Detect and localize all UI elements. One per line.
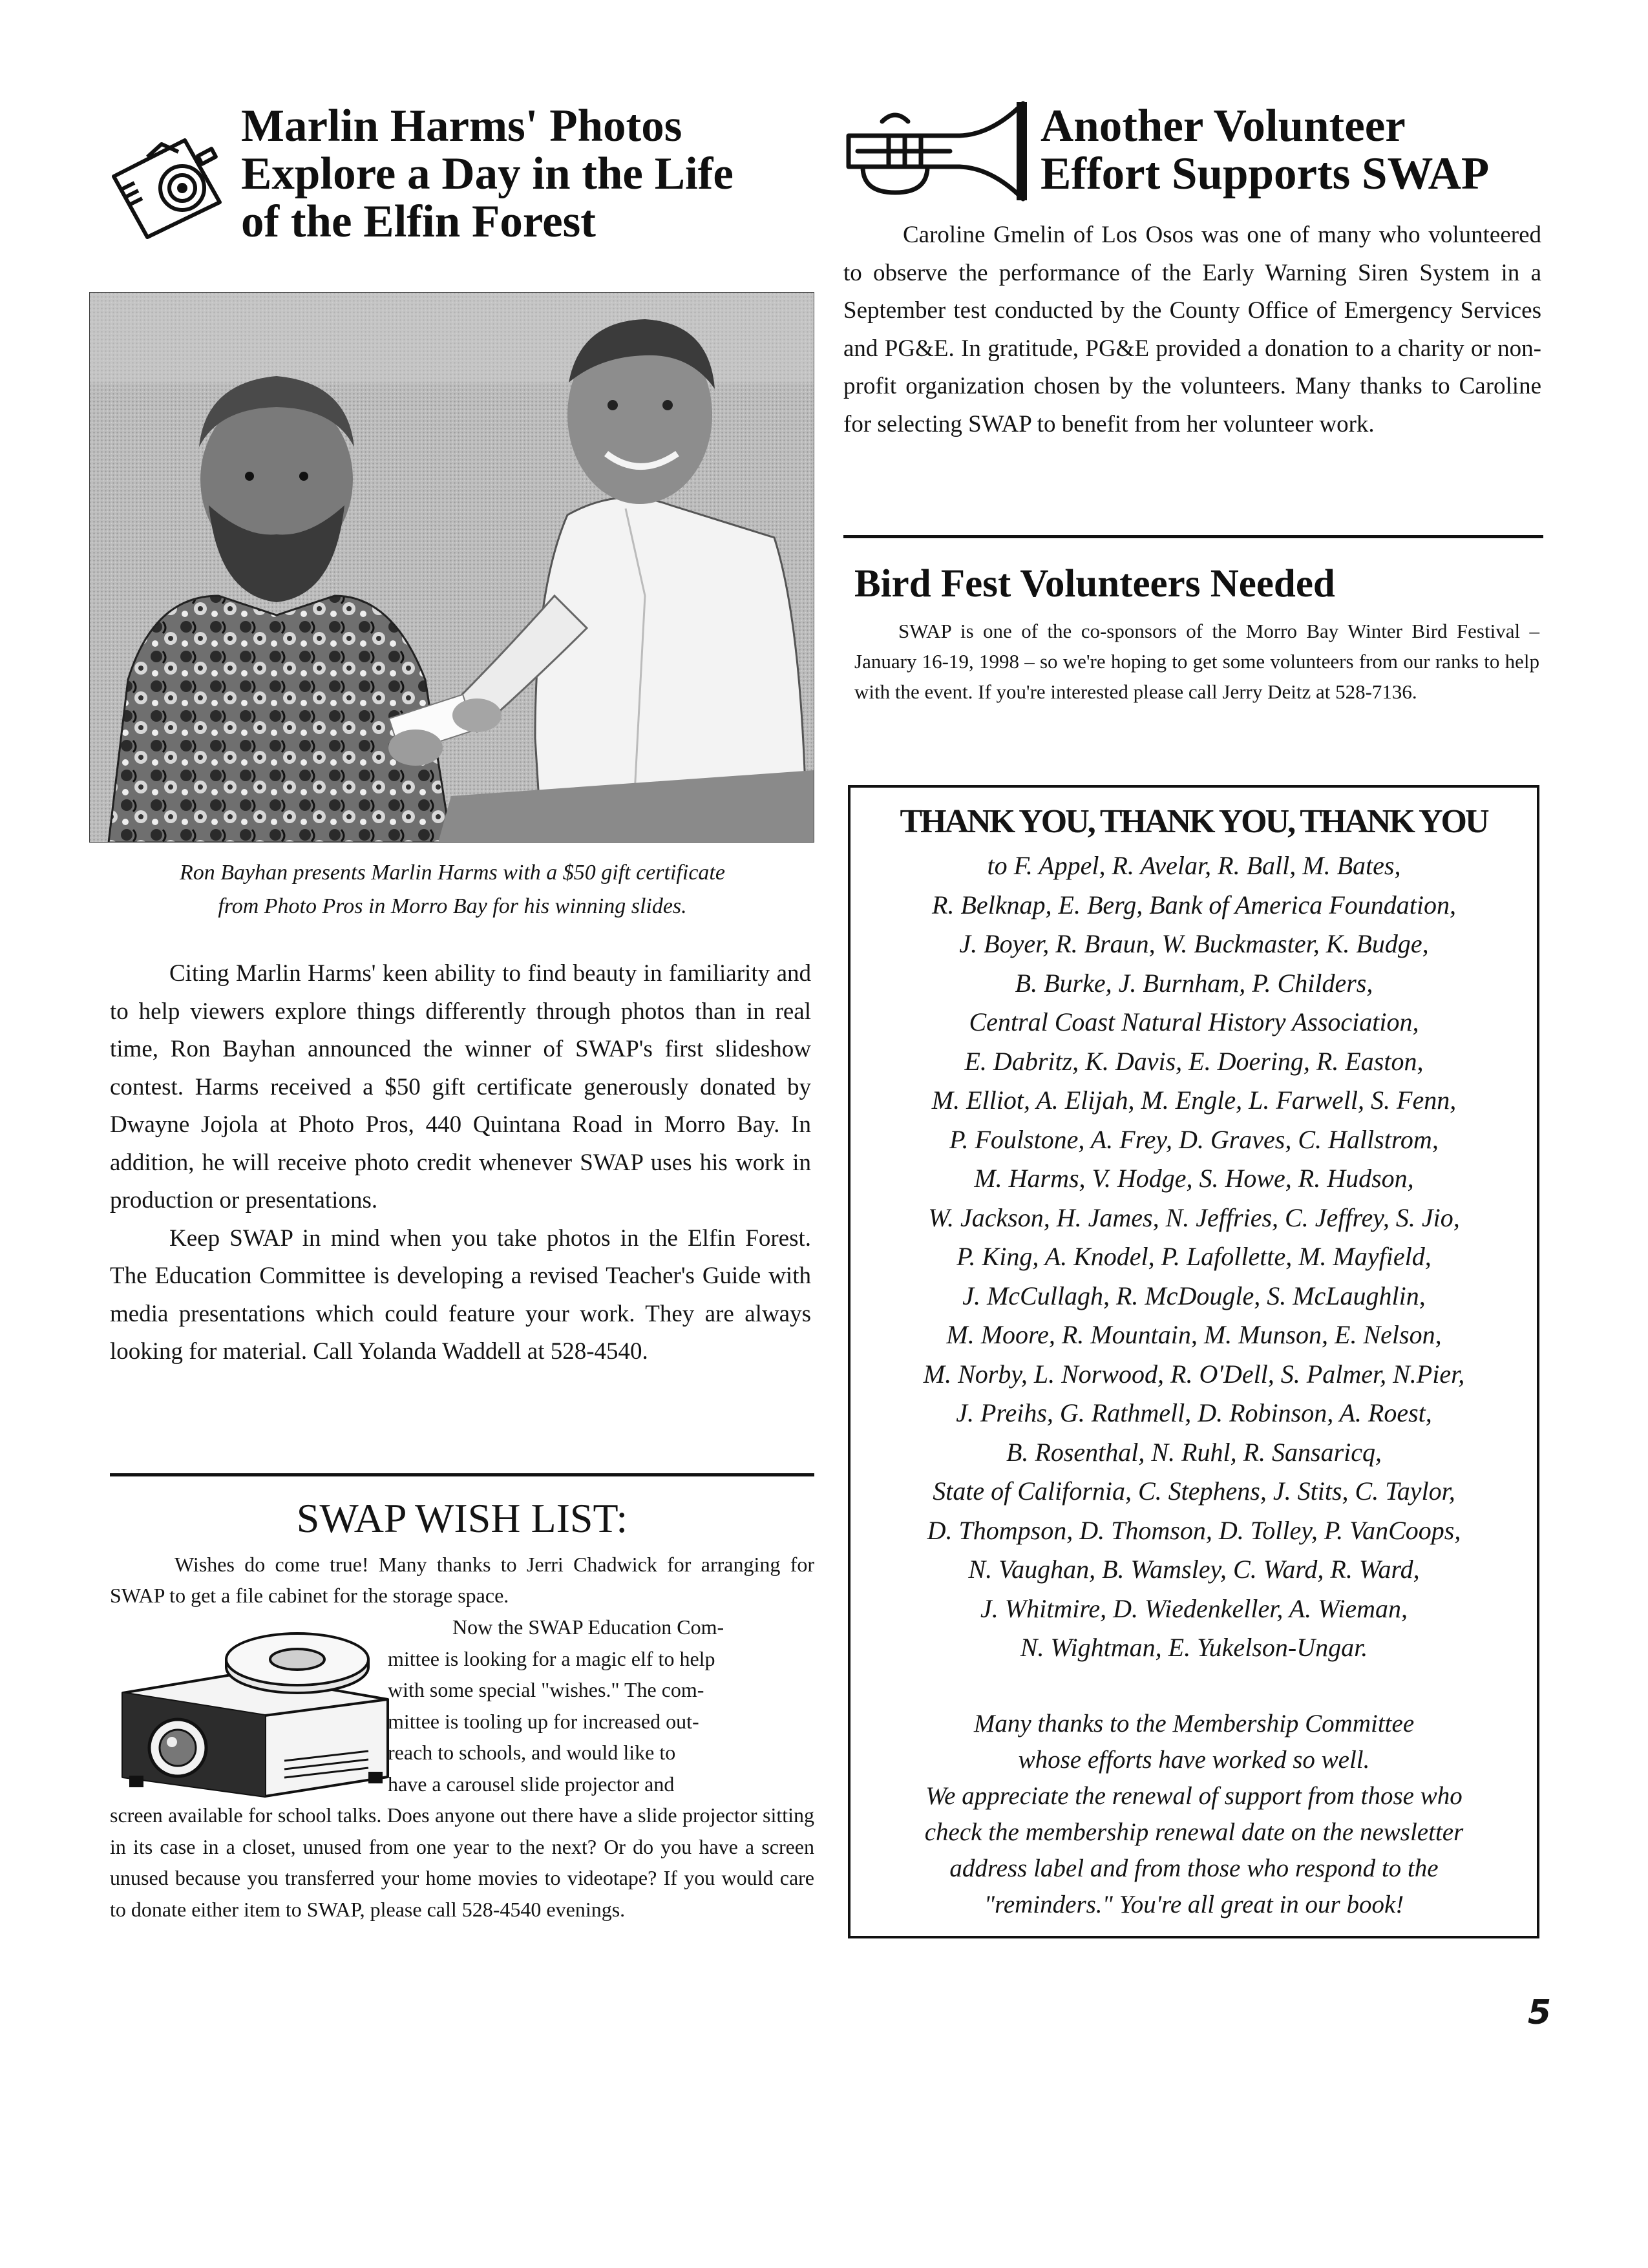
volunteer-headline-line-1: Another Volunteer <box>1041 101 1406 151</box>
thank-you-line: B. Rosenthal, N. Ruhl, R. Sansaricq, <box>1006 1437 1382 1467</box>
volunteer-headline-line-2: Effort Supports SWAP <box>1041 149 1490 199</box>
thank-you-line: M. Moore, R. Mountain, M. Munson, E. Nelson, <box>946 1320 1442 1349</box>
thank-you-line: M. Harms, V. Hodge, S. Howe, R. Hudson, <box>974 1164 1414 1193</box>
thank-you-line: J. Whitmire, D. Wiedenkeller, A. Wieman, <box>980 1593 1408 1623</box>
wishlist-wrap-line-1: Now the SWAP Education Com- <box>452 1615 724 1639</box>
thank-you-line: P. King, A. Knodel, P. Lafollette, M. Mayfield, <box>956 1242 1431 1271</box>
thank-you-line: W. Jackson, H. James, N. Jeffries, C. Jeffrey, S. Jio, <box>928 1202 1460 1232</box>
closing-line: whose efforts have worked so well. <box>1018 1746 1370 1774</box>
marlin-headline-line-2: Explore a Day in the Life <box>241 149 734 199</box>
marlin-headline-line-1: Marlin Harms' Photos <box>241 101 682 151</box>
closing-line: check the membership renewal date on the newsletter <box>924 1818 1464 1846</box>
closing-line: We appreciate the renewal of support from those who <box>925 1782 1463 1810</box>
marlin-article-body <box>110 955 811 1371</box>
thank-you-line: Central Coast Natural History Association, <box>969 1007 1419 1036</box>
thank-you-line: to F. Appel, R. Avelar, R. Ball, M. Bates, <box>987 851 1401 880</box>
thank-you-line: J. Preihs, G. Rathmell, D. Robinson, A. Roest, <box>956 1398 1432 1427</box>
thank-you-line: J. Boyer, R. Braun, W. Buckmaster, K. Budge, <box>959 929 1429 958</box>
page-number: 5 <box>1527 1993 1551 2032</box>
wishlist-wrap-line-2: mittee is looking for a magic elf to help <box>388 1646 715 1670</box>
thank-you-line: D. Thompson, D. Thomson, D. Tolley, P. VanCoops, <box>927 1515 1461 1545</box>
closing-line: Many thanks to the Membership Committee <box>973 1710 1415 1738</box>
thank-you-line: State of California, C. Stephens, J. Stits, C. Taylor, <box>933 1476 1455 1506</box>
wishlist-intro: Wishes do come true! Many thanks to Jerri Chadwick for arranging for SWAP to get a file cabinet for the storage space. <box>110 1553 814 1607</box>
wishlist-wrap-line-6: have a carousel slide projector and <box>388 1772 675 1796</box>
thank-you-headline: THANK YOU, THANK YOU, THANK YOU <box>900 803 1488 840</box>
birdfest-top-rule <box>843 535 1543 538</box>
thank-you-line: J. McCullagh, R. McDougle, S. McLaughlin, <box>962 1281 1426 1310</box>
marlin-headline-line-3: of the Elfin Forest <box>241 196 596 247</box>
thank-you-line: N. Vaughan, B. Wamsley, C. Ward, R. Ward, <box>968 1555 1420 1584</box>
birdfest-headline: Bird Fest Volunteers Needed <box>854 562 1335 605</box>
wishlist-wrapped-text <box>388 1612 814 1800</box>
wishlist-wrap-line-3: with some special "wishes." The com- <box>388 1678 704 1701</box>
wishlist-wrap-line-5: reach to schools, and would like to <box>388 1741 676 1764</box>
membership-thanks-note <box>853 1706 1535 1923</box>
photo-award-presentation <box>89 292 814 843</box>
wishlist-top-rule <box>110 1473 814 1476</box>
thank-you-names-list <box>853 846 1535 1668</box>
thank-you-line: M. Elliot, A. Elijah, M. Engle, L. Farwell, S. Fenn, <box>931 1086 1457 1115</box>
photo-caption-line-2: from Photo Pros in Morro Bay for his winning slides. <box>218 894 687 918</box>
thank-you-line: N. Wightman, E. Yukelson-Ungar. <box>1020 1633 1368 1662</box>
thank-you-line: B. Burke, J. Burnham, P. Childers, <box>1015 968 1373 998</box>
camera-icon <box>102 126 231 246</box>
thank-you-line: E. Dabritz, K. Davis, E. Doering, R. Easton, <box>964 1046 1424 1076</box>
marlin-paragraph-1: Citing Marlin Harms' keen ability to find beauty in familiarity and to help viewers explore things differently through photos than in real time, Ron Bayhan announced the winner of SWAP's first slideshow contest. Harms received a $50 gift certificate generously donated by Dwayne Jojola at Photo Pros, 440 Quintana Road in Morro Bay. In addition, he will receive photo credit whenever SWAP uses his work in production or presentations. <box>110 960 811 1213</box>
photo-caption-line-1: Ron Bayhan presents Marlin Harms with a $50 gift certificate <box>180 861 725 885</box>
volunteer-headline <box>1041 102 1558 198</box>
marlin-paragraph-2: Keep SWAP in mind when you take photos in the Elfin Forest. The Education Committee is developing a revised Teacher's Guide with media presentations which could feature your work. They are always looking for material. Call Yolanda Waddell at 528-4540. <box>110 1224 811 1365</box>
birdfest-body: SWAP is one of the co-sponsors of the Morro Bay Winter Bird Festival – January 16-19, 1998 – so we're hoping to get some volunteers from our ranks to help with the event. If you're interested please call Jerry Deitz at 528-7136. <box>854 620 1539 703</box>
closing-line: address label and from those who respond to the <box>949 1854 1439 1882</box>
wishlist-headline: SWAP WISH LIST: <box>296 1495 628 1541</box>
thank-you-line: M. Norby, L. Norwood, R. O'Dell, S. Palmer, N.Pier, <box>923 1359 1465 1389</box>
thank-you-line: P. Foulstone, A. Frey, D. Graves, C. Hallstrom, <box>949 1124 1439 1154</box>
closing-line: "reminders." You're all great in our book! <box>984 1891 1404 1918</box>
slide-projector-illustration <box>110 1622 394 1803</box>
volunteer-paragraph: Caroline Gmelin of Los Osos was one of many who volunteered to observe the performance of the Early Warning Siren System in a September test conducted by the County Office of Emergency Services and PG&E. In gratitude, PG&E provided a donation to a charity or non-profit organization chosen by the volunteers. Many thanks to Caroline for selecting SWAP to benefit from her volunteer work. <box>843 222 1541 437</box>
marlin-headline <box>241 102 810 246</box>
wishlist-wrap-line-4: mittee is tooling up for increased out- <box>388 1709 699 1733</box>
trumpet-icon <box>843 96 1037 205</box>
wishlist-rest: screen available for school talks. Does anyone out there have a slide projector sitting in its case in a closet, unused from one year to the next? Or do you have a screen unused because you transferred your home movies to videotape? If you would care to donate either item to SWAP, please call 528-4540 evenings. <box>110 1803 814 1921</box>
volunteer-body <box>843 216 1541 443</box>
photo-caption <box>90 856 814 923</box>
thank-you-line: R. Belknap, E. Berg, Bank of America Foundation, <box>932 890 1456 919</box>
